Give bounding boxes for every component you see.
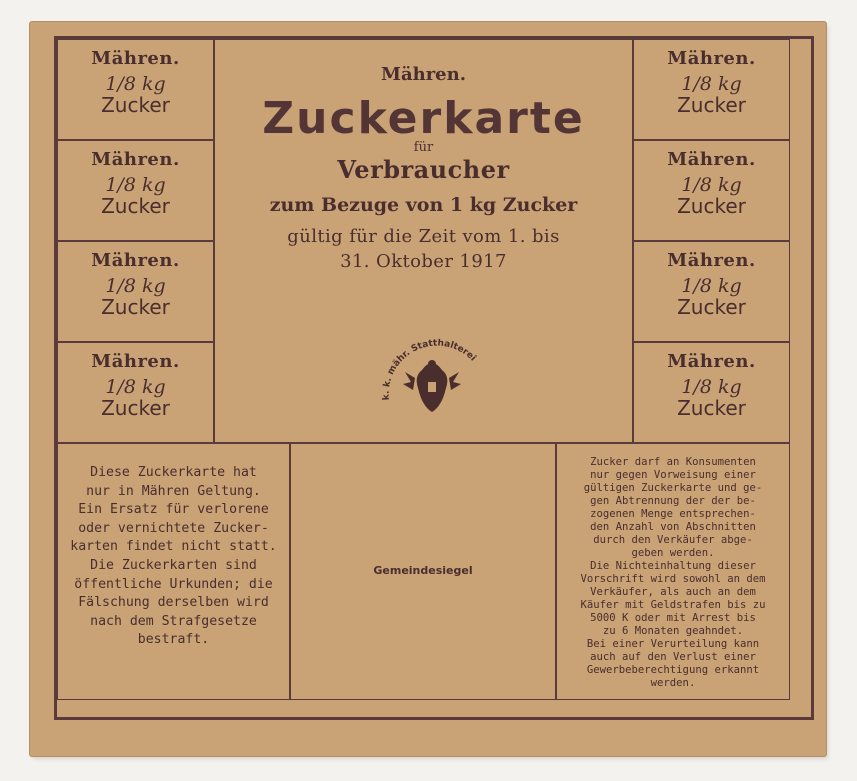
coupon-item: Zucker <box>677 194 746 218</box>
card-header <box>214 39 633 443</box>
coupon-item: Zucker <box>101 396 170 420</box>
sugar-ration-card <box>30 22 826 756</box>
regulation-line: Vorschrift wird sowohl an dem <box>580 573 766 585</box>
coupon-quantity: 1/8 kg <box>681 73 742 95</box>
notice-line: bestraft. <box>137 632 210 648</box>
coupon-right-4[interactable] <box>633 342 790 443</box>
municipal-seal-label: Gemeindesiegel <box>373 564 473 577</box>
coupon-item: Zucker <box>677 396 746 420</box>
coupon-region: Mähren. <box>91 48 180 69</box>
coupon-quantity: 1/8 kg <box>105 73 166 95</box>
regulation-line: Die Nichteinhaltung dieser <box>590 560 756 572</box>
regulation-line: den Anzahl von Abschnitten <box>590 521 756 533</box>
coupon-left-3[interactable] <box>57 241 214 342</box>
stamp-text: k. k. mähr. Statthalterei <box>381 338 478 401</box>
regulation-line: werden. <box>650 677 696 689</box>
coupon-item: Zucker <box>101 93 170 117</box>
municipal-seal-field <box>290 443 556 700</box>
regulation-line: Zucker darf an Konsumenten <box>590 456 756 468</box>
regulation-line: zu 6 Monaten geahndet. <box>602 625 744 637</box>
regulation-line: auch auf den Verlust einer <box>590 651 756 663</box>
coupon-region: Mähren. <box>667 351 756 372</box>
coupon-left-2[interactable] <box>57 140 214 241</box>
coupon-quantity: 1/8 kg <box>105 376 166 398</box>
coupon-region: Mähren. <box>667 48 756 69</box>
regulation-line: geben werden. <box>631 547 715 559</box>
header-validity-1: gültig für die Zeit vom 1. bis <box>287 226 560 247</box>
usage-regulations <box>556 443 790 700</box>
coupon-item: Zucker <box>101 295 170 319</box>
notice-line: Diese Zuckerkarte hat <box>90 465 257 480</box>
coupon-left-1[interactable] <box>57 39 214 140</box>
notice-line: karten findet nicht statt. <box>70 539 277 555</box>
coupon-quantity: 1/8 kg <box>105 174 166 196</box>
coupon-item: Zucker <box>677 295 746 319</box>
header-fuer: für <box>413 140 434 155</box>
coupon-quantity: 1/8 kg <box>105 275 166 297</box>
notice-line: Ein Ersatz für verlorene <box>78 502 269 518</box>
coupon-item: Zucker <box>677 93 746 117</box>
regulation-line: nur gegen Vorweisung einer <box>590 469 756 481</box>
coupon-region: Mähren. <box>91 351 180 372</box>
regulation-line: gültigen Zuckerkarte und ge- <box>583 482 763 494</box>
regulation-line: zogenen Menge entsprechen- <box>590 508 756 520</box>
regulation-line: Käufer mit Geldstrafen bis zu <box>580 599 766 611</box>
official-stamp-eagle-icon <box>367 330 497 430</box>
notice-line: öffentliche Urkunden; die <box>74 576 273 592</box>
header-validity-2: 31. Oktober 1917 <box>340 251 507 272</box>
notice-line: Die Zuckerkarten sind <box>90 557 257 573</box>
card-title: Zuckerkarte <box>262 93 585 144</box>
coupon-region: Mähren. <box>91 149 180 170</box>
header-region: Mähren. <box>381 64 466 85</box>
regulation-line: 5000 K oder mit Arrest bis <box>590 612 756 624</box>
header-purpose: zum Bezuge von 1 kg Zucker <box>269 194 578 216</box>
coupon-region: Mähren. <box>667 149 756 170</box>
regulation-line: Verkäufer, als auch an dem <box>590 586 756 598</box>
card-frame <box>54 36 814 720</box>
regulation-line: durch den Verkäufer abge- <box>593 534 753 546</box>
notice-line: nur in Mähren Geltung. <box>86 483 261 499</box>
regulation-line: gen Abtrennung der der be- <box>590 495 756 507</box>
coupon-quantity: 1/8 kg <box>681 275 742 297</box>
coupon-right-1[interactable] <box>633 39 790 140</box>
coupon-quantity: 1/8 kg <box>681 376 742 398</box>
notice-line: Fälschung derselben wird <box>78 595 269 611</box>
coupon-right-2[interactable] <box>633 140 790 241</box>
notice-line: nach dem Strafgesetze <box>90 613 257 629</box>
coupon-left-4[interactable] <box>57 342 214 443</box>
header-consumer: Verbraucher <box>337 155 510 184</box>
validity-notice <box>57 443 290 700</box>
coupon-right-3[interactable] <box>633 241 790 342</box>
coupon-item: Zucker <box>101 194 170 218</box>
regulation-line: Bei einer Verurteilung kann <box>586 638 760 650</box>
coupon-region: Mähren. <box>667 250 756 271</box>
notice-line: oder vernichtete Zucker- <box>78 520 269 536</box>
coupon-region: Mähren. <box>91 250 180 271</box>
regulation-line: Gewerbeberechtigung erkannt <box>586 664 760 676</box>
coupon-quantity: 1/8 kg <box>681 174 742 196</box>
